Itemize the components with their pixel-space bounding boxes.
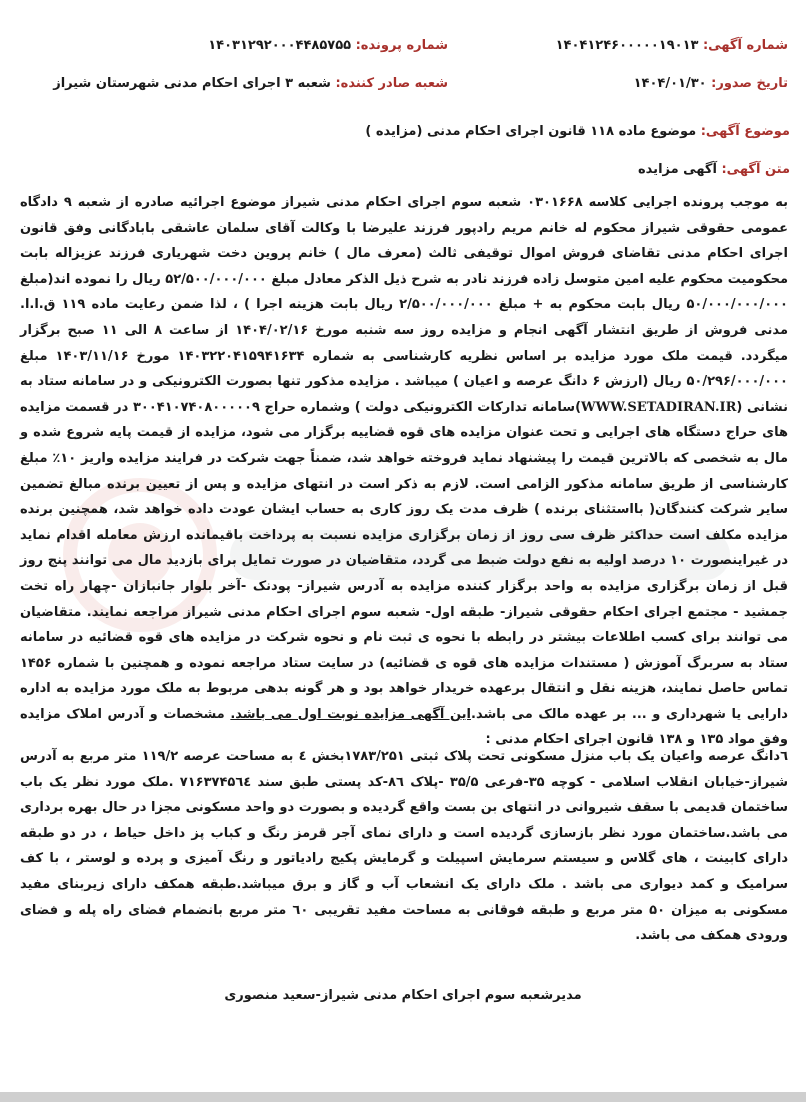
issuer-value: شعبه ۳ اجرای احکام مدنی شهرستان شیراز — [53, 76, 331, 91]
signature: مدیرشعبه سوم اجرای احکام مدنی شیراز-سعید منصوری — [224, 988, 582, 1003]
property-description-text: ٦دانگ عرصه واعیان یک باب منزل مسکونی تحت پلاک ثبتی ۱۷۸۳/۲۵۱بخش ٤ به مساحت عرصه ۱۱۹/۲ متر مربع به آدرس شیراز-خیابان انقلاب اسلامی - کوچه ۳۵-فرعی ۳۵/۵ -پلاک ۸٦-کد پستی طبق سند ۷۱۶۳۷۴۵٦٤ .ملک مورد نظر یک باب ساختمان قدیمی با سقف شیروانی در انتهای بن بست واقع گردیده و بصورت دو واحد مسکونی مجزا در حال بهره برداری می باشد.ساختمان مورد نظر بازسازی گردیده است و دارای نمای آجر قرمز رنگ و کباب پز داخل حیاط ، در دو طبقه دارای کابینت ، های گلاس و سیستم سرمایش اسپیلت و گرمایش پکیج رادیاتور و رنگ آمیزی و پرده و لوستر ، با کف سرامیک و کمد دیواری می باشد . ملک دارای یک انشعاب آب و گاز و برق میباشد.طبقه همکف دارای زیربنای مفید مسکونی به میزان ۵۰ متر مربع و طبقه فوقانی به مساحت مفید تقریبی ٦۰ متر مربع بانضمام فضای راه پله و فضای ورودی همکف می باشد. — [20, 749, 788, 944]
ad-number-label: شماره آگهی: — [702, 38, 788, 53]
bottom-divider — [0, 1092, 806, 1102]
ad-number — [556, 34, 788, 58]
issue-date-value: ۱۴۰۴/۰۱/۳۰ — [633, 76, 707, 91]
ad-subject — [365, 121, 790, 143]
ad-number-value: ۱۴۰۴۱۲۴۶۰۰۰۰۰۱۹۰۱۳ — [555, 38, 699, 53]
paragraph-part-3: مشخصات و آدرس املاک مزایده وفق مواد ۱۳۵ و ۱۳۸ قانون اجرای احکام مدنی : — [20, 706, 788, 748]
issue-date-label: تاریخ صدور: — [711, 76, 788, 91]
property-description — [20, 744, 788, 949]
ad-subject-value: موضوع ماده ۱۱۸ قانون اجرای احکام مدنی (مزایده ) — [365, 124, 697, 139]
first-round-notice: این آگهی مزایده نوبت اول می باشد. — [230, 706, 471, 722]
issuer — [53, 72, 448, 96]
case-number — [208, 34, 448, 58]
auction-paragraph — [20, 190, 788, 753]
ad-text-label: متن آگهی: — [721, 162, 790, 177]
issuer-label: شعبه صادر کننده: — [335, 76, 448, 91]
issue-date — [634, 72, 788, 96]
ad-text-value: آگهی مزایده — [638, 162, 717, 177]
ad-subject-label: موضوع آگهی: — [700, 124, 790, 139]
case-number-value: ۱۴۰۳۱۲۹۲۰۰۰۴۴۸۵۷۵۵ — [208, 38, 352, 53]
paragraph-part-2: )سامانه تدارکات الکترونیکی دولت ) وشماره حراج ۳۰۰۴۱۰۷۴۰۸۰۰۰۰۰۹ در قسمت مزایده های حراج دستگاه های اجرایی و تحت عنوان مزایده های قوه قضاییه برگزار می شود، مزایده از قیمت پایه شروع شده و مال به شخصی که بالاترین قیمت را پیشنهاد نماید فروخته خواهد شد، ضمناً جهت شرکت در فرایند مزایده واریز ۱۰٪ مبلغ کارشناسی از طریق سامانه مذکور الزامی است. لازم به ذکر است در انتهای مزایده و پس از تعیین برنده مبالغ تضمین سایر شرکت کنندگان( بااستثنای برنده ) ظرف مدت یک روز کاری به حساب ایشان عودت داده خواهد شد، همچنین برنده مزایده مکلف است حداکثر ظرف سی روز از زمان برگزاری مزایده نسبت به پرداخت باقیمانده ارزش معامله اقدام نماید در غیراینصورت ۱۰ درصد اولیه به نفع دولت ضبط می گردد، متقاضیان در صورت تمایل برای بازدید مال می توانند پنج روز قبل از زمان برگزاری مزایده به واحد برگزار کننده مزایده به آدرس شیراز- پودنک -آخر بلوار جانبازان -چهار راه تخت جمشید - مجتمع اجرای احکام حقوقی شیراز- طبقه اول- شعبه سوم اجرای احکام مدنی شیراز مراجعه نمایند. متقاضیان می توانند برای کسب اطلاعات بیشتر در رابطه با نحوه ی ثبت نام و نحوه شرکت در مزایده های قوه قضائیه در سامانه ستاد به سربرگ آموزش ( مستندات مزایده های قوه ی قضائیه) در سایت ستاد مراجعه نموده و همچنین با شماره ۱۴۵۶ تماس حاصل نمایند، هزینه نقل و انتقال برعهده خریدار خواهد بود و هر گونه بدهی مربوط به ملک مورد مزایده به اداره دارایی یا شهرداری و ... بر عهده مالک می باشد. — [20, 399, 788, 722]
ad-text-title — [638, 159, 790, 181]
paragraph-part-1: به موجب پرونده اجرایی کلاسه ۰۳۰۱۶۶۸ شعبه سوم اجرای احکام مدنی شیراز موضوع اجرائیه صادره از شعبه ۹ دادگاه عمومی حقوقی شیراز محکوم له خانم مریم رادپور فرزند علیرضا با وکالت آقای سلمان عاشقی بابادگانی وفق قانون اجرای احکام مدنی تقاضای فروش اموال توقیفی ثالث (معرف مال ) خانم پروین دخت شهریاری فرزند عزیزاله بابت محکومیت محکوم علیه امین متوسل زاده فرزند نادر به شرح ذیل الذکر معادل مبلغ ۵۲/۵۰۰/۰۰۰/۰۰۰ ریال را نموده اند(مبلغ ۵۰/۰۰۰/۰۰۰/۰۰۰ ریال بابت محکوم به + مبلغ ۲/۵۰۰/۰۰۰/۰۰۰ ریال بابت هزینه اجرا ) ، لذا ضمن رعایت ماده ۱۱۹ ق.ا.ا. مدنی فروش از طریق انتشار آگهی انجام و مزایده روز سه شنبه مورخ ۱۴۰۴/۰۲/۱۶ از ساعت ۸ الی ۱۱ صبح برگزار میگردد. قیمت ملک مورد مزایده بر اساس نظریه کارشناسی به شماره ۱۴۰۳۲۲۰۴۱۵۹۴۱۶۳۴ مورخ ۱۴۰۳/۱۱/۱۶ مبلغ ۵۰/۲۹۶/۰۰۰/۰۰۰ ریال (ارزش ۶ دانگ عرصه و اعیان ) میباشد . مزایده مذکور تنها بصورت الکترونیکی و در سامانه ستاد به نشانی ( — [20, 195, 789, 415]
case-number-label: شماره پرونده: — [355, 38, 448, 53]
setad-website-link: WWW.SETADIRAN.IR — [581, 399, 737, 415]
